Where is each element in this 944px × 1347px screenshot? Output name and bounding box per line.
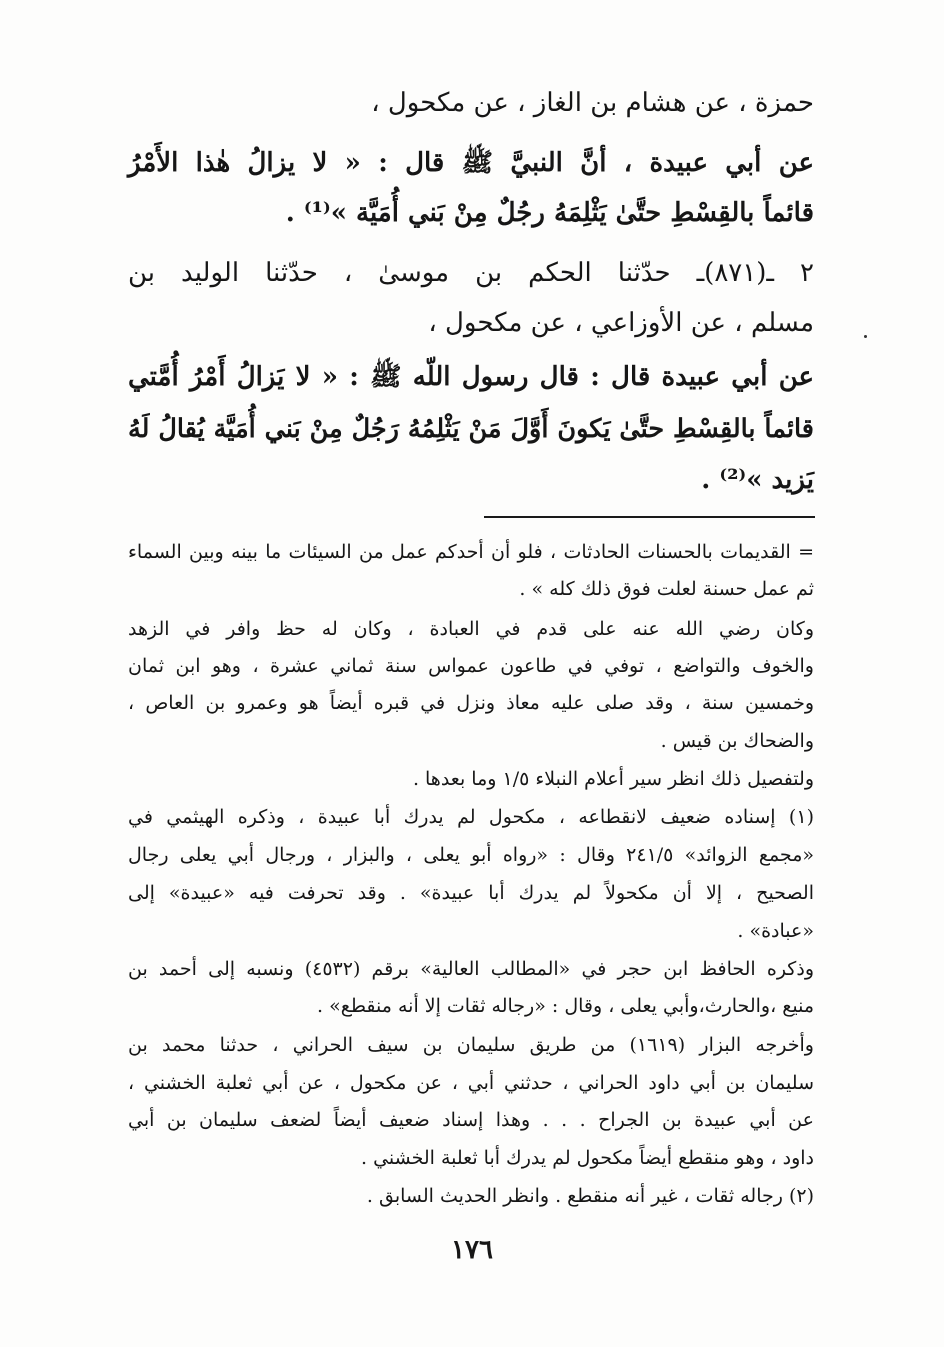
footnote-line: (١) إسناده ضعيف لانقطاعه ، مكحول لم يدرك أبا عبيدة ، وذكره الهيثمي في	[128, 806, 814, 828]
main-text-line: يَزيد »⁽²⁾ .	[701, 465, 814, 495]
footnote-line: داود ، وهو منقطع أيضاً مكحول لم يدرك أبا ثعلبة الخشني .	[360, 1147, 814, 1169]
stray-mark	[864, 335, 867, 338]
footnote-line: والضحاك بن قيس .	[660, 730, 814, 752]
main-text-line: ٢ ـ(٨٧١)ـ حدّثنا الحكم بن موسىٰ ، حدّثنا الوليد بن	[128, 258, 814, 288]
footnote-line: منيع ،والحارث،وأبي يعلى ، وقال : «رجاله ثقات إلا أنه منقطع» .	[317, 995, 814, 1017]
footnote-line: عن أبي عبيدة بن الجراح . . . وهذا إسناد ضعيف أيضاً لضعف سليمان بن أبي	[128, 1109, 814, 1131]
main-text-line: حمزة ، عن هشام بن الغاز ، عن مكحول ،	[371, 88, 814, 118]
main-text-line: قائماً بالقِسْطِ حتَّىٰ يَثْلِمَهُ رجُلٌ مِنْ بَني أُمَيَّة »⁽¹⁾ .	[285, 198, 814, 228]
footnote-line: = القديمات بالحسنات الحادثات ، فلو أن أحدكم عمل من السيئات ما بينه وبين السماء	[128, 541, 814, 563]
main-text-line: مسلم ، عن الأوزاعي ، عن مكحول ،	[428, 308, 814, 338]
footnote-line: وكان رضي الله عنه على قدم في العبادة ، وكان له حظ وافر في الزهد	[128, 618, 814, 640]
footnote-separator	[484, 516, 815, 518]
main-text-line: عن أبي عبيدة ، أنَّ النبيَّ ﷺ قال : « لا يزالُ هٰذا الأَمْرُ	[128, 148, 814, 178]
footnote-line: ثم عمل حسنة لعلت فوق ذلك كله » .	[519, 578, 814, 600]
footnote-line: الصحيح ، إلا أن مكحولاً لم يدرك أبا عبيدة» . وقد تحرفت فيه «عبيدة» إلى	[128, 882, 814, 904]
footnote-line: «مجمع الزوائد» ٢٤١/٥ وقال : «رواه أبو يعلى ، والبزار ، ورجال أبي يعلى رجال	[128, 844, 815, 866]
footnote-line: وذكره الحافظ ابن حجر في «المطالب العالية» برقم (٤٥٣٢) ونسبه إلى أحمد بن	[128, 958, 814, 980]
footnote-line: والخوف والتواضع ، توفي في طاعون عمواس سنة ثماني عشرة ، وهو ابن ثمان	[128, 655, 814, 677]
footnote-line: (٢) رجاله ثقات ، غير أنه منقطع . وانظر الحديث السابق .	[366, 1185, 814, 1207]
footnote-line: وخمسين سنة ، وقد صلى عليه معاذ ونزل في قبره أيضاً هو وعمرو بن العاص ،	[128, 692, 814, 714]
main-text-line: قائماً بالقِسْطِ حتَّىٰ يَكونَ أَوَّلَ مَنْ يَثْلِمُهُ رَجُلٌ مِنْ بَني أُمَيَّة يُقالُ لَهُ	[128, 414, 814, 444]
footnote-line: وأخرجه البزار (١٦١٩) من طريق سليمان بن سيف الحراني ، حدثنا محمد بن	[128, 1034, 814, 1056]
footnote-line: سليمان بن أبي داود الحراني ، حدثني أبي ، عن مكحول ، عن أبي ثعلبة الخشني ،	[128, 1072, 814, 1094]
footnote-line: ولتفصيل ذلك انظر سير أعلام النبلاء ١/٥ وما بعدها .	[412, 768, 814, 790]
footnote-line: «عبادة» .	[737, 920, 814, 942]
main-text-line: عن أبي عبيدة قال : قال رسول اللّه ﷺ : « لا يَزالُ أَمْرُ أُمَّتي	[128, 362, 814, 392]
page-number: ١٧٦	[451, 1235, 493, 1265]
